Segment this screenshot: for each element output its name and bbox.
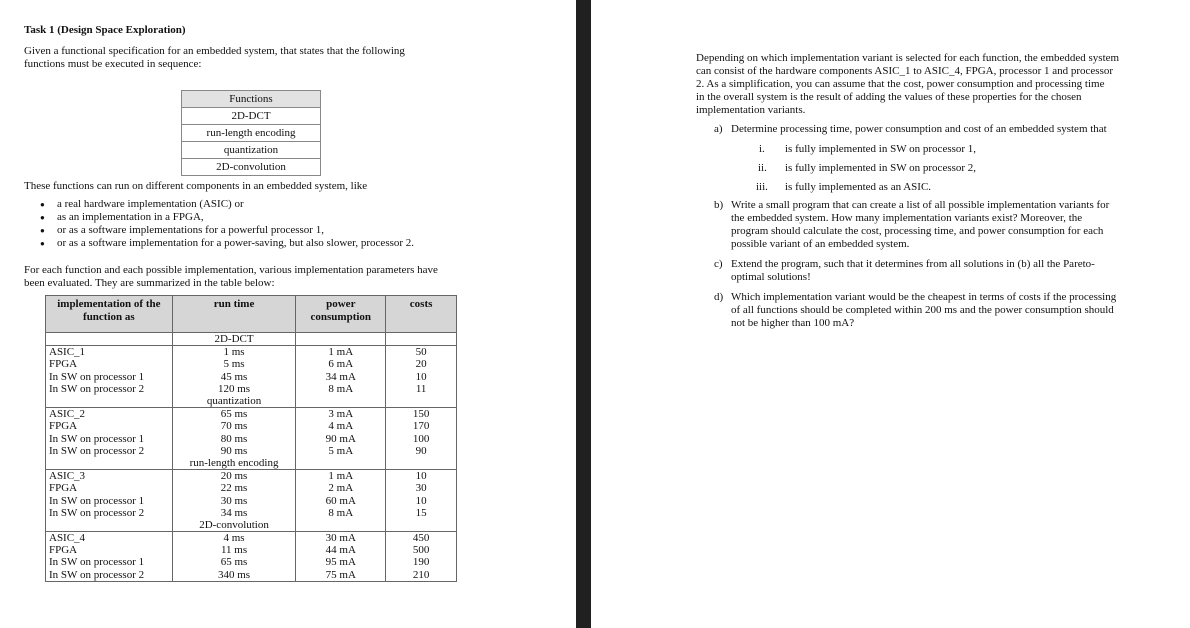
task-title: Task 1 (Design Space Exploration): [24, 24, 186, 36]
row-time: 5 ms: [172, 358, 296, 370]
bullet-item: ● a real hardware implementation (ASIC) or: [40, 198, 414, 211]
row-cost: 10: [386, 371, 457, 383]
question-c-line: optimal solutions!: [731, 271, 811, 283]
row-time: 22 ms: [172, 482, 296, 494]
question-a-label: a): [714, 123, 723, 135]
row-power: 44 mA: [296, 544, 386, 556]
row-power: 95 mA: [296, 556, 386, 568]
row-impl: FPGA: [46, 420, 173, 432]
function-item: quantization: [182, 142, 321, 159]
row-time: 34 ms: [172, 507, 296, 519]
row-impl: In SW on processor 2: [46, 569, 173, 582]
bullet-item: ● as an implementation in a FPGA,: [40, 211, 414, 224]
row-cost: 90: [386, 445, 457, 457]
question-d-line: of all functions should be completed within 200 ms and the power consumption should: [731, 304, 1114, 316]
row-cost: 210: [386, 569, 457, 582]
row-impl: FPGA: [46, 358, 173, 370]
row-power: 1 mA: [296, 346, 386, 359]
sub-text: is fully implemented in SW on processor 1,: [785, 143, 977, 155]
component-bullet-list: [40, 198, 414, 250]
row-time: 80 ms: [172, 433, 296, 445]
row-cost: 500: [386, 544, 457, 556]
row-time: 90 ms: [172, 445, 296, 457]
question-c-label: c): [714, 258, 723, 270]
params-line-1: For each function and each possible implementation, various implementation parameters have: [24, 264, 438, 276]
paragraph-line: Depending on which implementation variant is selected for each function, the embedded system: [696, 52, 1120, 64]
question-d-line: not be higher than 100 mA?: [731, 317, 855, 329]
question-a-text: Determine processing time, power consumption and cost of an embedded system that: [731, 123, 1107, 135]
functions-table: [181, 90, 321, 176]
row-cost: 10: [386, 494, 457, 506]
row-power: 6 mA: [296, 358, 386, 370]
row-impl: ASIC_1: [46, 346, 173, 359]
header-implementation: implementation of the function as: [46, 296, 173, 333]
row-power: 34 mA: [296, 371, 386, 383]
function-item: 2D-convolution: [182, 159, 321, 176]
row-impl: In SW on processor 1: [46, 433, 173, 445]
bullet-item: ● or as a software implementations for a powerful processor 1,: [40, 224, 414, 237]
row-power: 3 mA: [296, 408, 386, 421]
row-power: 2 mA: [296, 482, 386, 494]
row-impl: In SW on processor 1: [46, 371, 173, 383]
row-impl: FPGA: [46, 544, 173, 556]
row-power: 1 mA: [296, 470, 386, 483]
sub-label: iii.: [756, 181, 768, 193]
paragraph-line: in the overall system is the result of adding the values of these properties for the chosen: [696, 91, 1082, 103]
row-power: 75 mA: [296, 569, 386, 582]
question-b-line: Write a small program that can create a list of all possible implementation variants for: [731, 199, 1110, 211]
question-d-line: Which implementation variant would be the cheapest in terms of costs if the processing: [731, 291, 1117, 303]
sub-label: i.: [759, 143, 765, 155]
function-item: run-length encoding: [182, 125, 321, 142]
row-cost: 10: [386, 470, 457, 483]
row-power: 8 mA: [296, 383, 386, 395]
row-impl: In SW on processor 1: [46, 556, 173, 568]
intro-line-1: Given a functional specification for an embedded system, that states that the following: [24, 45, 405, 57]
row-cost: 30: [386, 482, 457, 494]
row-time: 20 ms: [172, 470, 296, 483]
row-impl: ASIC_4: [46, 532, 173, 545]
row-cost: 190: [386, 556, 457, 568]
row-power: 4 mA: [296, 420, 386, 432]
question-b-line: possible variant of an embedded system.: [731, 238, 910, 250]
row-impl: In SW on processor 2: [46, 445, 173, 457]
row-cost: 15: [386, 507, 457, 519]
row-time: 65 ms: [172, 408, 296, 421]
row-impl: In SW on processor 1: [46, 494, 173, 506]
row-time: 30 ms: [172, 494, 296, 506]
row-cost: 100: [386, 433, 457, 445]
row-power: 8 mA: [296, 507, 386, 519]
row-time: 4 ms: [172, 532, 296, 545]
row-time: 45 ms: [172, 371, 296, 383]
row-time: 70 ms: [172, 420, 296, 432]
question-b-label: b): [714, 199, 724, 211]
group-title: 2D-convolution: [172, 519, 296, 532]
row-power: 60 mA: [296, 494, 386, 506]
components-intro: These functions can run on different components in an embedded system, like: [24, 180, 368, 192]
paragraph-line: 2. As a simplification, you can assume that the cost, power consumption and processing time: [696, 78, 1105, 90]
row-power: 5 mA: [296, 445, 386, 457]
question-c-line: Extend the program, such that it determines from all solutions in (b) all the Pareto-: [731, 258, 1095, 270]
paragraph-line: can consist of the hardware components ASIC_1 to ASIC_4, FPGA, processor 1 and processor: [696, 65, 1114, 77]
functions-header: Functions: [182, 91, 321, 108]
row-impl: In SW on processor 2: [46, 507, 173, 519]
header-run-time: run time: [172, 296, 296, 333]
row-cost: 11: [386, 383, 457, 395]
implementation-table: [45, 295, 457, 582]
function-item: 2D-DCT: [182, 108, 321, 125]
right-page: [591, 0, 1190, 628]
row-cost: 170: [386, 420, 457, 432]
row-power: 90 mA: [296, 433, 386, 445]
params-line-2: been evaluated. They are summarized in the table below:: [24, 277, 275, 289]
header-power: power consumption: [296, 296, 386, 333]
group-title: quantization: [172, 395, 296, 408]
row-power: 30 mA: [296, 532, 386, 545]
row-impl: ASIC_2: [46, 408, 173, 421]
page-divider: [576, 0, 591, 628]
row-impl: In SW on processor 2: [46, 383, 173, 395]
row-cost: 20: [386, 358, 457, 370]
row-time: 1 ms: [172, 346, 296, 359]
group-title: 2D-DCT: [172, 333, 296, 346]
row-time: 120 ms: [172, 383, 296, 395]
row-time: 11 ms: [172, 544, 296, 556]
paragraph-line: implementation variants.: [696, 104, 806, 116]
row-cost: 450: [386, 532, 457, 545]
sub-label: ii.: [758, 162, 767, 174]
row-impl: ASIC_3: [46, 470, 173, 483]
question-b-line: the embedded system. How many implementation variants exist? Moreover, the: [731, 212, 1083, 224]
bullet-item: ● or as a software implementation for a power-saving, but also slower, processor 2.: [40, 237, 414, 250]
row-impl: FPGA: [46, 482, 173, 494]
question-b-line: program should calculate the cost, processing time, and power consumption for each: [731, 225, 1104, 237]
intro-line-2: functions must be executed in sequence:: [24, 58, 202, 70]
sub-text: is fully implemented as an ASIC.: [785, 181, 932, 193]
sub-text: is fully implemented in SW on processor 2,: [785, 162, 977, 174]
row-time: 65 ms: [172, 556, 296, 568]
header-costs: costs: [386, 296, 457, 333]
question-d-label: d): [714, 291, 724, 303]
row-time: 340 ms: [172, 569, 296, 582]
group-title: run-length encoding: [172, 457, 296, 470]
row-cost: 150: [386, 408, 457, 421]
row-cost: 50: [386, 346, 457, 359]
left-page: [0, 0, 576, 628]
